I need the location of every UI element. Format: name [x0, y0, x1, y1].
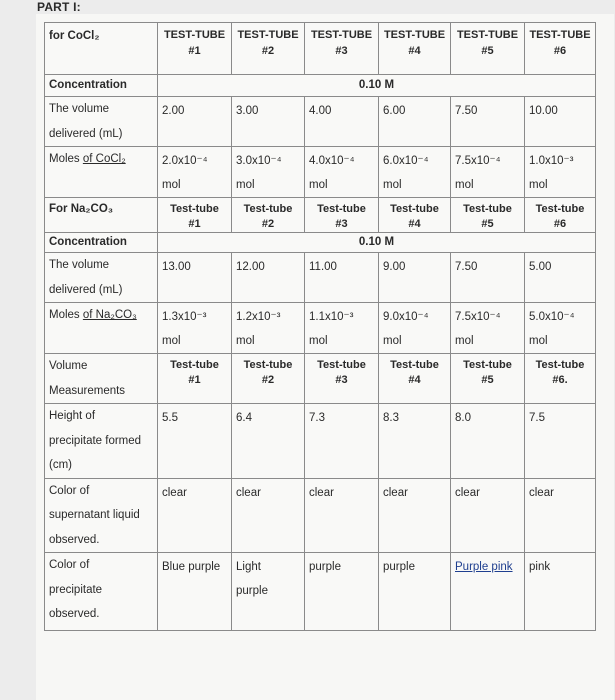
height-cell: 7.3	[305, 404, 379, 479]
precipitate-color-label: Color of precipitate observed.	[45, 553, 158, 631]
na2co3-concentration-row	[45, 233, 596, 253]
cocl2-concentration-label: Concentration	[45, 75, 158, 97]
cocl2-moles-cell: 7.5x10⁻⁴ mol	[451, 147, 525, 198]
part-title: PART I:	[37, 0, 81, 14]
height-cell: 8.0	[451, 404, 525, 479]
cocl2-volume-cell: 7.50	[451, 97, 525, 147]
na2co3-concentration-value: 0.10 M	[158, 233, 596, 253]
na2co3-volume-cell: 13.00	[158, 253, 232, 303]
supernatant-cell: clear	[525, 478, 596, 553]
cocl2-header-row	[45, 23, 596, 75]
na2co3-header-row	[45, 198, 596, 233]
data-table	[44, 22, 596, 631]
na2co3-header-tube-5: Test-tube #5	[451, 198, 525, 233]
cocl2-volume-label: The volume delivered (mL)	[45, 97, 158, 147]
measurements-header-row	[45, 354, 596, 404]
precipitate-color-cell: Light purple	[232, 553, 305, 631]
supernatant-label: Color of supernatant liquid observed.	[45, 478, 158, 553]
height-row	[45, 404, 596, 479]
cocl2-volume-cell: 2.00	[158, 97, 232, 147]
cocl2-header-tube-4: TEST-TUBE #4	[379, 23, 451, 75]
na2co3-moles-label: Moles of Na₂CO₃	[45, 303, 158, 354]
measurements-header-tube-2: Test-tube #2	[232, 354, 305, 404]
na2co3-volume-label: The volume delivered (mL)	[45, 253, 158, 303]
na2co3-section-label: For Na₂CO₃	[45, 198, 158, 233]
na2co3-volume-cell: 12.00	[232, 253, 305, 303]
measurements-header-tube-5: Test-tube #5	[451, 354, 525, 404]
cocl2-volume-cell: 4.00	[305, 97, 379, 147]
supernatant-cell: clear	[379, 478, 451, 553]
height-cell: 5.5	[158, 404, 232, 479]
height-cell: 8.3	[379, 404, 451, 479]
supernatant-row	[45, 478, 596, 553]
na2co3-volume-cell: 9.00	[379, 253, 451, 303]
na2co3-concentration-label: Concentration	[45, 233, 158, 253]
cocl2-header-tube-1: TEST-TUBE #1	[158, 23, 232, 75]
cocl2-header-tube-3: TEST-TUBE #3	[305, 23, 379, 75]
na2co3-volume-cell: 11.00	[305, 253, 379, 303]
cocl2-volume-row	[45, 97, 596, 147]
height-cell: 7.5	[525, 404, 596, 479]
supernatant-cell: clear	[451, 478, 525, 553]
supernatant-cell: clear	[232, 478, 305, 553]
supernatant-cell: clear	[158, 478, 232, 553]
na2co3-moles-cell: 7.5x10⁻⁴ mol	[451, 303, 525, 354]
na2co3-volume-cell: 5.00	[525, 253, 596, 303]
na2co3-volume-cell: 7.50	[451, 253, 525, 303]
measurements-header-tube-4: Test-tube #4	[379, 354, 451, 404]
na2co3-moles-cell: 1.1x10⁻³ mol	[305, 303, 379, 354]
na2co3-volume-row	[45, 253, 596, 303]
supernatant-cell: clear	[305, 478, 379, 553]
cocl2-moles-cell: 1.0x10⁻³ mol	[525, 147, 596, 198]
cocl2-volume-cell: 3.00	[232, 97, 305, 147]
measurements-header-tube-1: Test-tube #1	[158, 354, 232, 404]
precipitate-color-cell: purple	[305, 553, 379, 631]
na2co3-moles-cell: 1.3x10⁻³ mol	[158, 303, 232, 354]
cocl2-concentration-value: 0.10 M	[158, 75, 596, 97]
precipitate-color-cell: Blue purple	[158, 553, 232, 631]
na2co3-header-tube-1: Test-tube #1	[158, 198, 232, 233]
na2co3-header-tube-4: Test-tube #4	[379, 198, 451, 233]
na2co3-moles-row	[45, 303, 596, 354]
na2co3-header-tube-3: Test-tube #3	[305, 198, 379, 233]
precipitate-color-cell: purple	[379, 553, 451, 631]
cocl2-header-tube-6: TEST-TUBE #6	[525, 23, 596, 75]
height-label: Height of precipitate formed (cm)	[45, 404, 158, 479]
cocl2-moles-cell: 4.0x10⁻⁴ mol	[305, 147, 379, 198]
na2co3-moles-cell: 5.0x10⁻⁴ mol	[525, 303, 596, 354]
na2co3-moles-cell: 1.2x10⁻³ mol	[232, 303, 305, 354]
cocl2-section-label: for CoCl₂	[45, 23, 158, 75]
cocl2-moles-cell: 3.0x10⁻⁴ mol	[232, 147, 305, 198]
height-cell: 6.4	[232, 404, 305, 479]
cocl2-moles-cell: 6.0x10⁻⁴ mol	[379, 147, 451, 198]
cocl2-volume-cell: 10.00	[525, 97, 596, 147]
precipitate-color-cell: pink	[525, 553, 596, 631]
measurements-header-tube-3: Test-tube #3	[305, 354, 379, 404]
measurements-section-label: Volume Measurements	[45, 354, 158, 404]
na2co3-moles-cell: 9.0x10⁻⁴ mol	[379, 303, 451, 354]
cocl2-moles-cell: 2.0x10⁻⁴ mol	[158, 147, 232, 198]
cocl2-header-tube-2: TEST-TUBE #2	[232, 23, 305, 75]
cocl2-header-tube-5: TEST-TUBE #5	[451, 23, 525, 75]
cocl2-moles-label: Moles of CoCl₂	[45, 147, 158, 198]
cocl2-concentration-row	[45, 75, 596, 97]
measurements-header-tube-6: Test-tube #6.	[525, 354, 596, 404]
cocl2-volume-cell: 6.00	[379, 97, 451, 147]
precipitate-color-row	[45, 553, 596, 631]
na2co3-header-tube-6: Test-tube #6	[525, 198, 596, 233]
cocl2-moles-row	[45, 147, 596, 198]
precipitate-color-cell: Purple pink	[451, 553, 525, 631]
na2co3-header-tube-2: Test-tube #2	[232, 198, 305, 233]
